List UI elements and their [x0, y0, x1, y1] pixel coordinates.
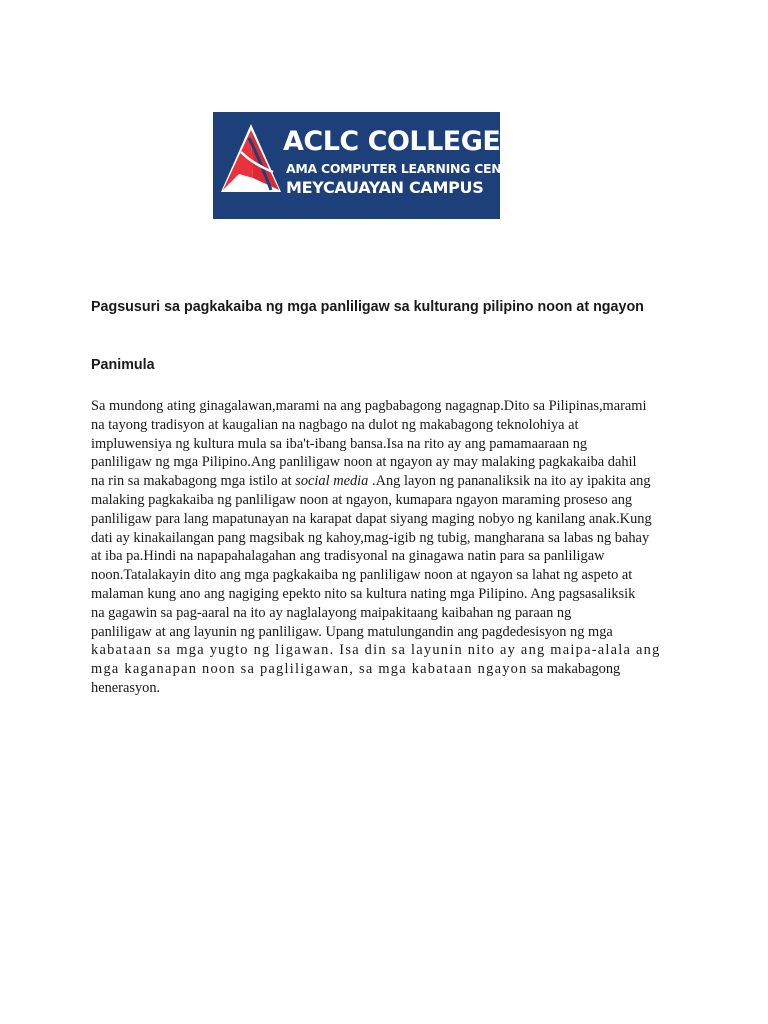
college-logo	[213, 112, 528, 219]
paragraph-line: na tayong tradisyon at kaugalian na nagbago na dulot ng makabagong teknolohiya at	[91, 416, 579, 433]
body-paragraph	[91, 397, 691, 698]
paragraph-line	[91, 472, 691, 491]
paragraph-line: at iba pa.Hindi na napapahalagahan ang tradisyonal na ginagawa natin para sa panliligaw	[91, 548, 605, 565]
paragraph-line: Sa mundong ating ginagalawan,marami na ang pagbabagong nagagnap.Dito sa Pilipinas,marami	[91, 398, 647, 414]
logo-campus: MEYCAUAYAN CAMPUS	[286, 178, 484, 197]
emphasized-term: social media	[295, 473, 369, 490]
logo-subtitle: AMA COMPUTER LEARNING CENTER	[286, 161, 528, 176]
paragraph-line	[91, 660, 691, 679]
paragraph-line-segment: sa makabagong	[527, 661, 621, 678]
paragraph-line-segment: Isa na rito ay ang pamamaaraan ng	[386, 435, 588, 452]
paragraph-line-segment: impluwensiya ng kultura mula sa iba't-ibang bansa.	[91, 435, 387, 452]
paragraph-line: dati ay kinakailangan pang magsibak ng kahoy,mag-igib ng tubig, mangharana sa labas ng bahay	[91, 529, 650, 546]
paragraph-line-segment: .Ang layon ng pananaliksik na ito ay ipakita ang	[368, 473, 651, 490]
paragraph-line-segment: na rin sa makabagong mga istilo at	[91, 473, 296, 490]
paragraph-line: panliligaw ng mga Pilipino.Ang panliligaw noon at ngayon ay may malaking pagkakaiba dahil	[91, 454, 637, 471]
paragraph-line: na gagawin sa pag-aaral na ito ay naglalayong maipakitaang kaibahan ng paraan ng	[91, 604, 572, 621]
paragraph-line: malaman kung ano ang nagiging epekto nito sa kultura nating mga Pilipino. Ang pagsasaliksik	[91, 585, 636, 602]
document-title: Pagsusuri sa pagkakaiba ng mga panliligaw sa kulturang pilipino noon at ngayon	[91, 299, 644, 315]
paragraph-line: panliligaw at ang layunin ng panliligaw. Upang matulungandin ang pagdedesisyon ng mga	[91, 623, 613, 640]
paragraph-line: malaking pagkakaiba ng panliligaw noon at ngayon, kumapara ngayon maraming proseso ang	[91, 491, 633, 508]
section-heading: Panimula	[91, 357, 155, 373]
paragraph-line: henerasyon.	[91, 679, 161, 696]
logo-title: ACLC COLLEGE	[283, 126, 501, 157]
paragraph-line	[91, 435, 691, 454]
paragraph-line-segment: mga kaganapan noon sa pagliligawan, sa mga kabataan ngayon	[91, 661, 528, 678]
paragraph-line: noon.Tatalakayin dito ang mga pagkakaiba ng panliligaw noon at ngayon sa lahat ng aspeto at	[91, 567, 633, 584]
paragraph-line: panliligaw para lang mapatunayan na karapat dapat siyang maging nobyo ng kanilang anak.Kung	[91, 510, 652, 527]
paragraph-line: kabataan sa mga yugto ng ligawan. Isa din sa layunin nito ay ang maipa-alala ang	[91, 642, 661, 659]
